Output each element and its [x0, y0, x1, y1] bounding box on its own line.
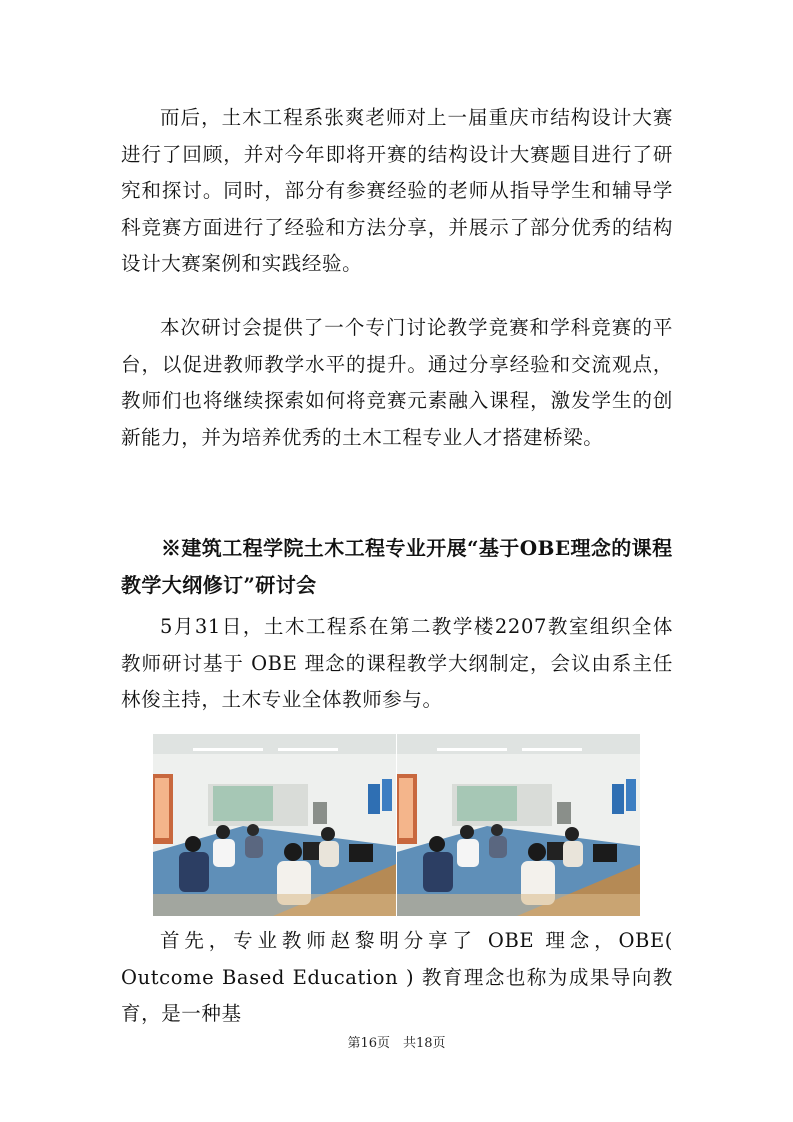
paragraph-obe-intro: 首先，专业教师赵黎明分享了 OBE 理念，OBE( Outcome Based Education ) 教育理念也称为成果导向教育，是一种基 [121, 929, 673, 1025]
classroom-photo-right [397, 734, 640, 916]
paragraph-meeting-info: 5月31日，土木工程系在第二教学楼2207教室组织全体教师研讨基于 OBE 理念的课程教学大纲制定，会议由系主任林俊主持，土木专业全体教师参与。 [121, 615, 673, 711]
section-heading: ※建筑工程学院土木工程专业开展“基于OBE理念的课程教学大纲修订”研讨会 [121, 536, 673, 597]
paragraph-review: 而后，土木工程系张爽老师对上一届重庆市结构设计大赛进行了回顾，并对今年即将开赛的结构设计大赛题目进行了研究和探讨。同时，部分有参赛经验的老师从指导学生和辅导学科竞赛方面进行了经验和方法分享，并展示了部分优秀的结构设计大赛案例和实践经验。 [121, 106, 673, 275]
classroom-photo-left [153, 734, 396, 916]
page-number-footer: 第16页 共18页 [347, 1036, 446, 1051]
meeting-photos [153, 734, 640, 916]
paragraph-summary: 本次研讨会提供了一个专门讨论教学竞赛和学科竞赛的平台，以促进教师教学水平的提升。通过分享经验和交流观点，教师们也将继续探索如何将竞赛元素融入课程，激发学生的创新能力，并为培养优秀的土木工程专业人才搭建桥梁。 [121, 316, 673, 449]
